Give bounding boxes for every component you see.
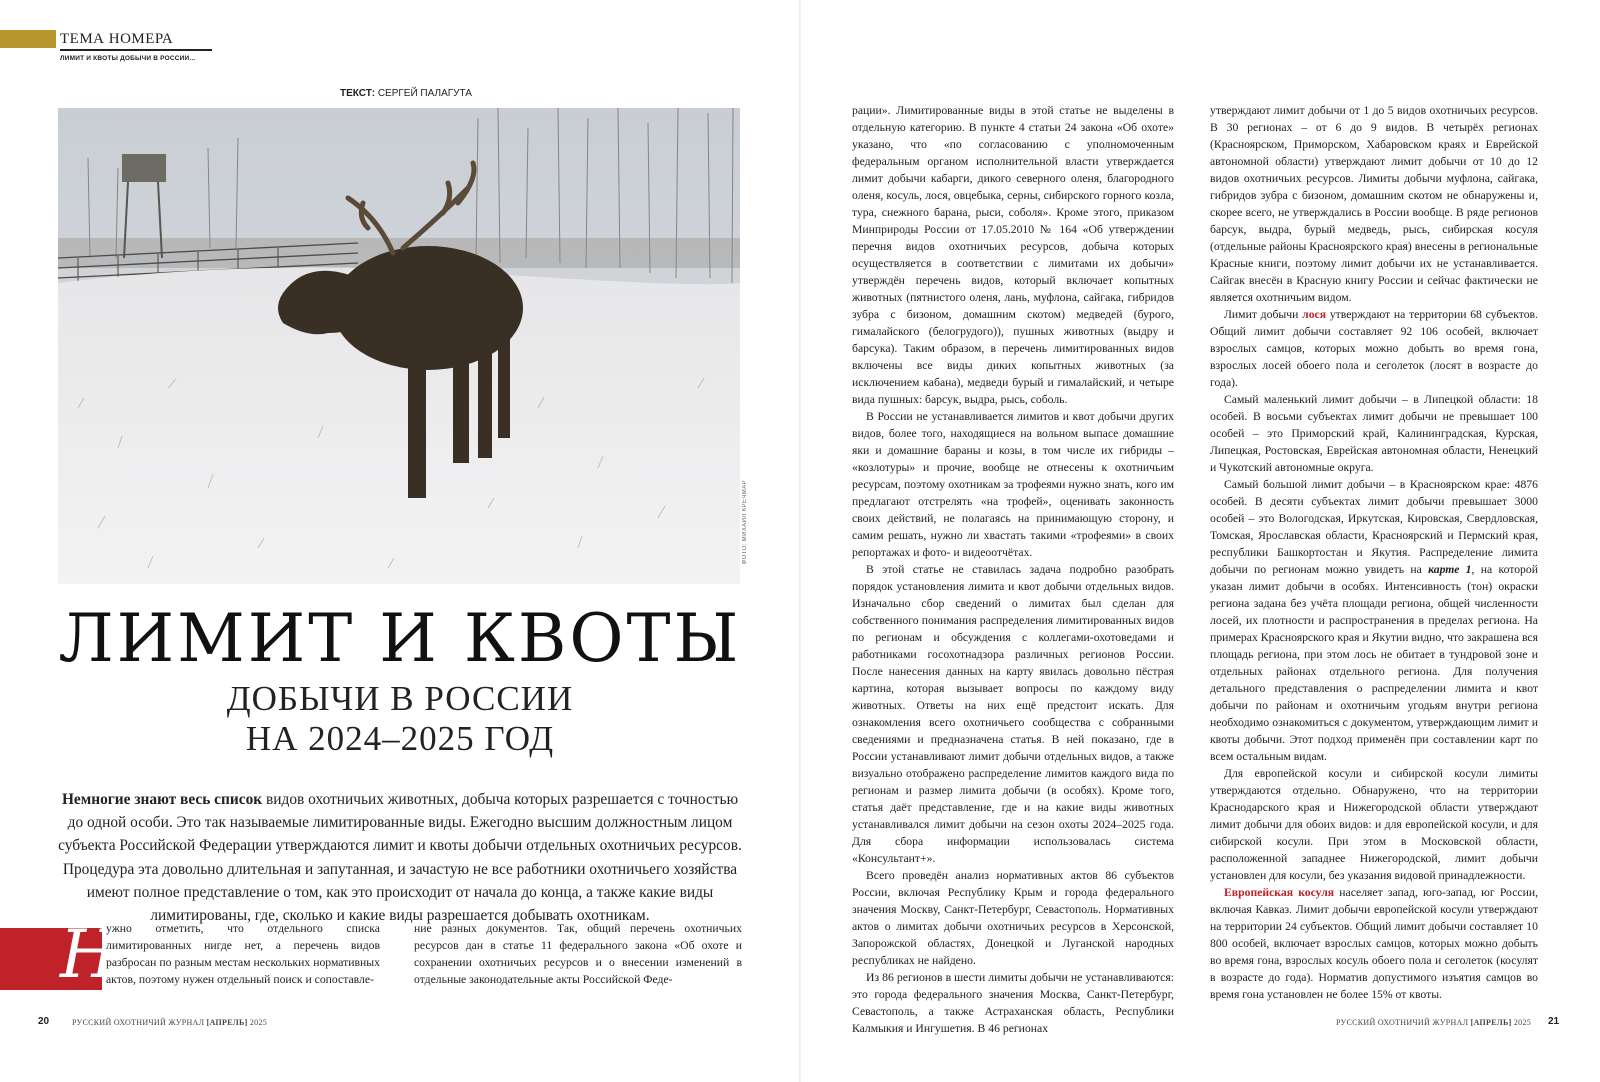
paragraph: Для европейской косули и сибирской косули лимиты утверждаются отдельно. Обнаружено, что на территории Краснодарского края и Нижегородской области утверждают лимит добычи для обоих видов: и для европейской косули, и для сибирской косули. При этом в Московской области, расположенной западнее Нижегородской, лимит добычи установлен для косули, без указания видовой принадлежности. [1210,767,1538,882]
issue-month: АПРЕЛЬ [209,1018,245,1027]
spread-gutter [799,0,801,1082]
footer-magazine-right: РУССКИЙ ОХОТНИЧИЙ ЖУРНАЛ [АПРЕЛЬ] 2025 [1336,1018,1532,1027]
byline [340,88,472,99]
magazine-name: РУССКИЙ ОХОТНИЧИЙ ЖУРНАЛ [1336,1018,1469,1027]
species-highlight-roe-deer: Европейская косуля [1224,886,1335,899]
article-subtitle-line2: НА 2024–2025 ГОД [245,719,555,758]
lead-bold-start: Немногие знают весь список [61,791,263,808]
paragraph: Всего проведён анализ нормативных актов 86 субъектов России, включая Республику Крым и города федерального значения Москву, Санкт-Петербург, Севастополь. Нормативных актов о лимитах добычи охотничьих ресурсов в Херсонской, Запорожской областях, Донецкой и Луганской народных республиках не найдено. [852,869,1174,967]
photo-credit: ФОТО: МИХАИЛ КРЕЧМАР [742,480,748,565]
issue-year: 2025 [249,1018,268,1027]
issue-month: АПРЕЛЬ [1473,1018,1509,1027]
page-number-left: 20 [38,1016,50,1027]
page-number-right: 21 [1548,1016,1560,1027]
issue-year: 2025 [1513,1018,1532,1027]
article-subtitle-line1: ДОБЫЧИ В РОССИИ [226,679,574,718]
moose-photo [58,108,740,584]
byline-author: СЕРГЕЙ ПАЛАГУТА [377,88,472,99]
body-column-right-1 [852,102,1174,1037]
paragraph: утверждают лимит добычи от 1 до 5 видов охотничьих ресурсов. В 30 регионах – от 6 до 9 видов. В четырёх регионах (Красноярском, Приморском, Хабаровском краях и Еврейской автономной области) утверждают лимит добычи от 10 до 12 видов охотничьих ресурсов. Лимиты добычи муфлона, сайгака, гибридов зубра с бизоном, домашним скотом не обнаружены и, скорее всего, не утверждались в России вообще. В ряде регионов барсук, выдра, бурый медведь, рысь, сибирская косуля (отдельные районы Красноярского края) внесены в региональные Красные книги, поэтому лимит добычи их не устанавливается. Сайгак внесён в Красную книгу России и сейчас фактически не является охотничьим видом. [1210,104,1538,304]
byline-label: ТЕКСТ: [340,88,376,99]
paragraph: Самый маленький лимит добычи – в Липецкой области: 18 особей. В восьми субъектах лимит добычи не превышает 100 особей – это Приморский край, Калининградская, Курская, Липецкая, Ростовская, Еврейская автономная области, Ненецкий и Чукотский автономные округа. [1210,393,1538,474]
paragraph: ужно отметить, что отдельного списка лимитированных нигде нет, а перечень видов разбросан по разным местам нескольких нормативных актов, поэтому нужен отдельный поиск и сопоставле- [106,922,380,986]
paragraph: Из 86 регионов в шести лимиты добычи не устанавливаются: это города федерального значения Москва, Санкт-Петербург, Севастополь, а также Астраханская область, Республики Калмыкия и Ингушетия. В 46 регионах [852,971,1174,1035]
article-lead [58,788,742,927]
paragraph: Европейская косуля населяет запад, юго-запад, юг России, включая Кавказ. Лимит добычи европейской косули утверждают на территории 24 субъектов. Общий лимит добычи составляет 10 800 особей, включает взрослых самцов, которых можно добыть во время гона, взрослых косуль обоего пола и сеголеток (косулят в возрасте до года). Норматив допустимого изъятия самцов во время гона установлен не более 15% от квоты. [1210,886,1538,1001]
section-subrubric: ЛИМИТ И КВОТЫ ДОБЫЧИ В РОССИИ... [60,55,196,62]
body-column-right-2 [1210,102,1538,1003]
rubric-color-bar [0,30,56,48]
lead-text: видов охотничьих животных, добыча которых разрешается с точностью до одной особи. Это так называемые лимитированные виды. Ежегодно высшим должностным лицом субъекта Российской Федерации утверждаются лимит и квоты добычи отдельных охотничьих ресурсов. Процедура эта довольно длительная и запутанная, и зачастую не все работники охотничьего хозяйства имеют полное представление о том, как это происходит от начала до конца, а также какие виды лимитированы, где, сколько и какие виды разрешается добывать охотникам. [58,791,742,925]
paragraph: В России не устанавливается лимитов и квот добычи других видов, более того, находящиеся на вольном выпасе домашние яки и домашние бараны и козы, в том числе их гибриды – «козлотуры» и прочие, вообще не отнесены к охотничьим ресурсам, поэтому охотникам за трофеями нужно знать, кого им предлагают отстрелять «на трофей», оценивать законность своих действий, не полагаясь на принимающую сторону, и самим решать, нужно ли хвастать такими «трофеями» в своих репортажах и фото- и видеоотчётах. [852,410,1174,559]
moose-photo-illustration [58,108,740,584]
footer-magazine-left: РУССКИЙ ОХОТНИЧИЙ ЖУРНАЛ [АПРЕЛЬ] 2025 [72,1018,268,1027]
paragraph: рации». Лимитированные виды в этой статье не выделены в отдельную категорию. В пункте 4 статьи 24 закона «Об охоте» указано, что «по согласованию с уполномоченным федеральным органом исполнительной власти утверждается лимит добычи кабарги, дикого северного оленя, благородного оленя, косуль, лося, овцебыка, серны, сибирского горного козла, тура, снежного барана, рыси, соболя». Кроме этого, приказом Минприроды России от 17.05.2010 № 164 «Об утверждении перечня видов охотничьих ресурсов, добыча которых осуществляется в соответствии с лимитами их добычи» утверждён перечень видов, который включает копытных животных (пятнистого оленя, лань, муфлона, сайгака, гибридов зубра с бизоном, домашним скотом) медведей (бурого, гималайского (белогрудого)), пушных животных (выдру и барсука). Таким образом, в перечень лимитированных видов включены все виды диких копытных животных (за исключением кабана), медведи бурый и гималайский, и четыре вида пушных: барсук, выдра, рысь, соболь. [852,104,1174,406]
section-rubric: ТЕМА НОМЕРА [60,29,212,51]
dropcap-letter: Н [60,916,118,993]
body-column-left-2 [414,920,742,988]
paragraph: В этой статье не ставилась задача подробно разобрать порядок установления лимита и квот добычи отдельных видов. Изначально сбор сведений о лимитах был сделан для собственного понимания распределения лимитированных видов по регионам и обсуждения с коллегами-охотоведами и работниками госохотнадзора различных регионов России. После нанесения данных на карту явилась довольно пёстрая картина, которая вызывает вопросы по каждому виду животных. Ответы на них ещё предстоит искать. Для ознакомления всего охотничьего сообщества с собранными сведениями и предназначена статья. В ней показано, где в России устанавливают лимит добычи отдельных видов, а также визуально отображено распределение лимитов каждого вида по регионам и размер лимита добычи (в особях). Кроме того, статья даёт представление, где и на какие виды животных устанавливался лимит добычи на сезон охоты 2024–2025 года. Для сбора информации использовалась система «Консультант+». [852,563,1174,865]
species-highlight-moose: лося [1302,308,1327,321]
article-title: ЛИМИТ И КВОТЫ [58,600,742,677]
magazine-name: РУССКИЙ ОХОТНИЧИЙ ЖУРНАЛ [72,1018,205,1027]
paragraph: ние разных документов. Так, общий перечень охотничьих ресурсов дан в статье 11 федерального закона «Об охоте и сохранении охотничьих ресурсов и о внесении изменений в отдельные законодательные акты Российской Феде- [414,922,742,986]
map-reference: карте 1 [1428,563,1472,576]
paragraph: Самый большой лимит добычи – в Красноярском крае: 4876 особей. В десяти субъектах лимит добычи превышает 3000 особей – это Вологодская, Иркутская, Кировская, Свердловская, Томская, Ярославская области, Красноярский и Пермский края, республики Башкортостан и Якутия. Распределение лимита добычи по регионам можно увидеть на карте 1, на которой указан лимит добычи в особях. Интенсивность (тон) окраски региона задана без учёта площади региона, общей численности лосей, их плотности и распространения в пределах региона. На примерах Красноярского края и Якутии видно, что закрашена вся площадь региона, при этом лось не обитает в тундровой зоне и отдельных районах отдельного региона. Для получения детального представления о распределении лимита и квот добычи по районам и охотничьим угодьям внутри региона необходимо ознакомиться с документом, утверждающим лимит и квоты добычи. Этот подход применён при составлении карт по всем остальным видам. [1210,478,1538,763]
body-column-left-1 [106,920,380,988]
paragraph: Лимит добычи лося утверждают на территории 68 субъектов. Общий лимит добычи составляет 92 106 особей, включает взрослых самцов, которых можно добыть во время гона, взрослых лосей обоего пола и сеголеток (лосят в возрасте до года). [1210,308,1538,389]
